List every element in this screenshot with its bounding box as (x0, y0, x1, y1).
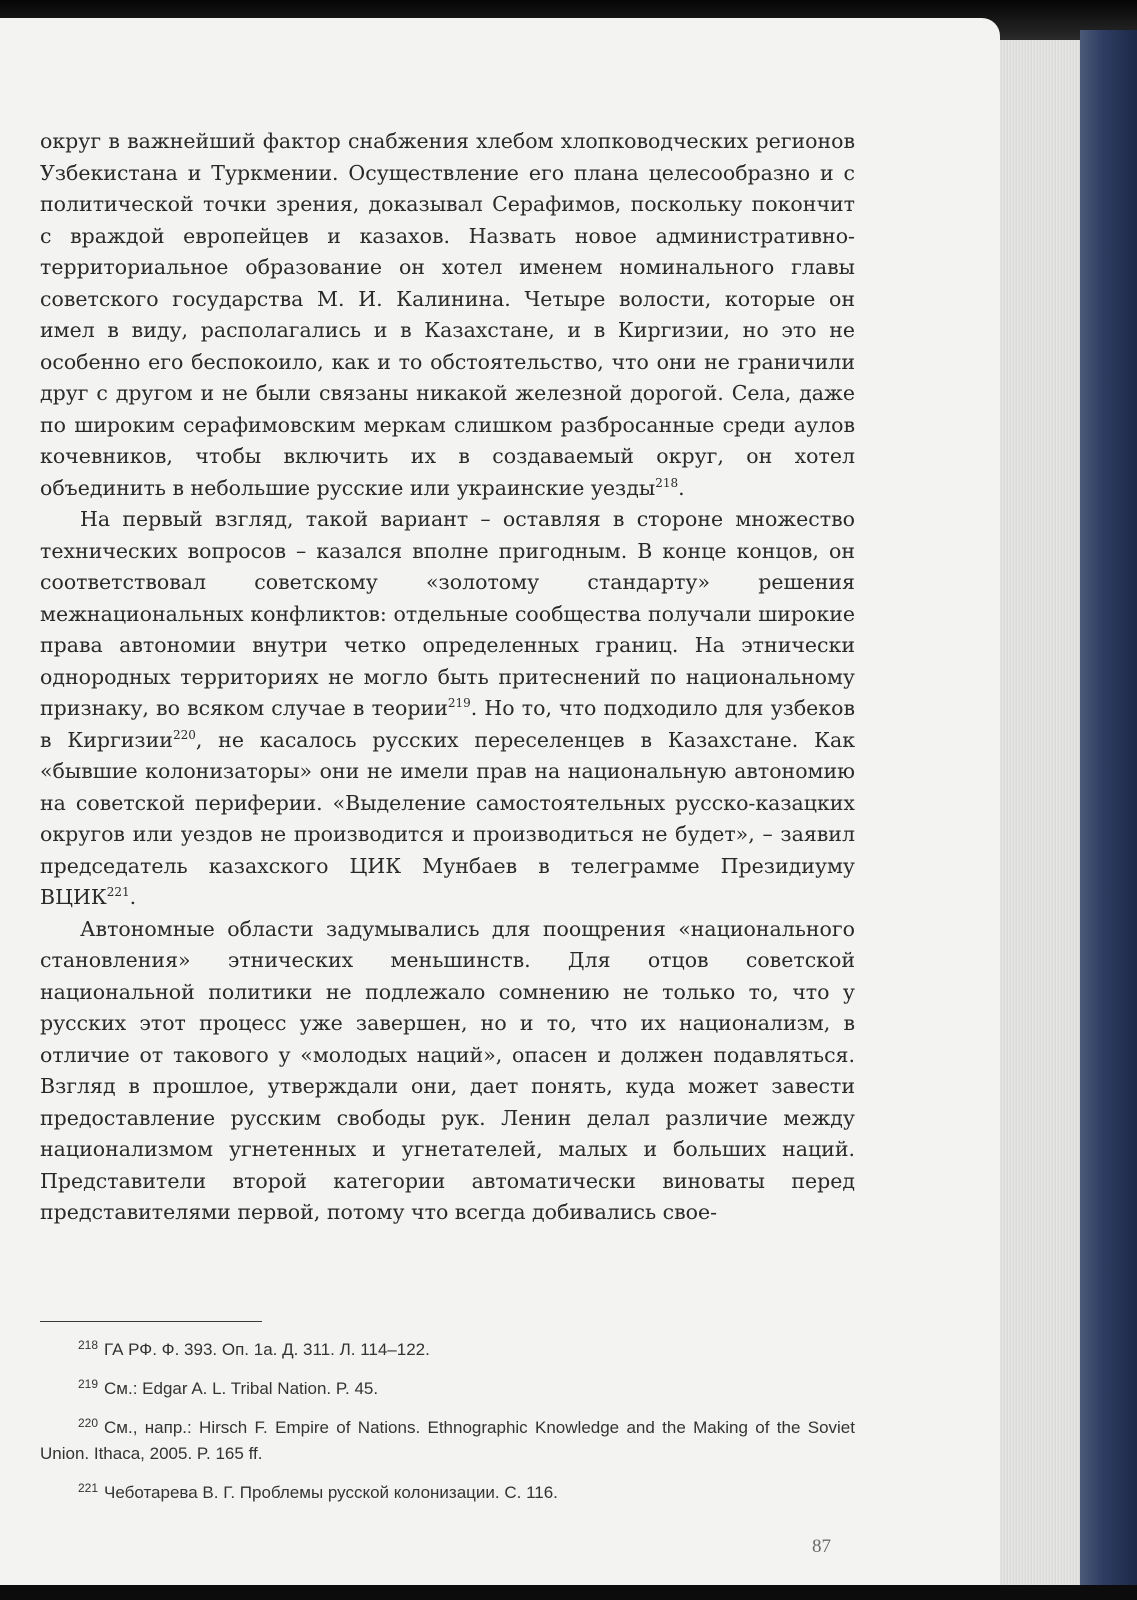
footnote-number: 218 (78, 1338, 99, 1352)
page-number: 87 (812, 1536, 831, 1557)
paragraph-text: , не касалось русских переселенцев в Казахстане. Как «бывшие колонизаторы» они не имели прав на национальную автономию на советской периферии. «Выделение самостоятельных русско-казацких округов или уездов не производится и производиться не будет», – заявил председатель казахского ЦИК Мунбаев в телеграмме Президиуму ВЦИК (40, 727, 856, 909)
footnotes (40, 1332, 855, 1514)
footnote-ref: 218 (655, 475, 679, 490)
footnote-ref: 219 (447, 696, 471, 710)
footnote-text: Чеботарева В. Г. Проблемы русской колонизации. С. 116. (104, 1483, 558, 1502)
paragraph-text: округ в важнейший фактор снабжения хлебом хлопководческих регионов Узбекистана и Туркмении. Осуществление его плана целесообразно и с политической точки зрения, доказывал Серафимов, поскольку покончит с враждой европейцев и казахов. Назвать новое административно-территориальное образование он хотел именем номинального главы советского государства М. И. Калинина. Четыре волости, которые он имел в виду, располагались и в Казахстане, и в Киргизии, но это не особенно его беспокоило, как и то обстоятельство, что они не граничили друг с другом и не были связаны никакой железной дорогой. Села, даже по широким серафимовским меркам слишком разбросанные среди аулов кочевников, чтобы включить их в создаваемый округ, он хотел объединить в небольшие русские или украинские уезды (40, 129, 855, 500)
book-cover-edge (1080, 30, 1137, 1600)
paragraph (40, 914, 855, 1229)
footnote-number: 219 (78, 1377, 99, 1391)
scan-bottom-shadow (0, 1585, 1137, 1600)
book-page-edges (990, 40, 1080, 1600)
footnote (40, 1371, 855, 1402)
footnote-number: 221 (78, 1481, 99, 1495)
footnote (40, 1332, 855, 1363)
paragraph (40, 504, 855, 914)
paragraph-text: Автономные области задумывались для поощрения «национального становления» этнических меньшинств. Для отцов советской национальной политики не подлежало сомнению не только то, что у русских этот процесс уже завершен, но и то, что их национализм, в отличие от такового у «молодых наций», опасен и должен подавляться. Взгляд в прошлое, утверждали они, дает понять, куда может завести предоставление русским свободы рук. Ленин делал различие между национализмом угнетенных и угнетателей, малых и больших наций. Представители второй категории автоматически виноваты перед представителями первой, потому что всегда добивались свое- (40, 916, 855, 1224)
paragraph-text: . (678, 475, 685, 500)
footnote-text: См.: Edgar A. L. Tribal Nation. P. 45. (104, 1379, 379, 1398)
footnote-separator (40, 1321, 262, 1322)
paragraph (40, 126, 855, 504)
footnote (40, 1475, 855, 1506)
footnote-ref: 220 (172, 727, 196, 742)
footnote-number: 220 (78, 1416, 99, 1430)
main-text (40, 126, 855, 1229)
footnote-ref: 221 (106, 885, 130, 899)
footnote-text: ГА РФ. Ф. 393. Оп. 1а. Д. 311. Л. 114–122. (104, 1340, 430, 1359)
paragraph-text: . (129, 885, 137, 909)
footnote-text: См., напр.: Hirsch F. Empire of Nations. Ethnographic Knowledge and the Making of the Soviet Union. Ithaca, 2005. P. 165 ff. (40, 1418, 855, 1463)
paragraph-text: . Но то, что подходило для узбеков в Киргизии (40, 696, 855, 752)
paragraph-text: На первый взгляд, такой вариант – оставляя в стороне множество технических вопросов – казался вполне пригодным. В конце концов, он соответствовал советскому «золотому стандарту» решения межнациональных конфликтов: отдельные сообщества получали широкие права автономии внутри четко определенных границ. На этнически однородных территориях не могло быть притеснений по национальному признаку, во всяком случае в теории (40, 507, 855, 720)
footnote (40, 1410, 855, 1467)
